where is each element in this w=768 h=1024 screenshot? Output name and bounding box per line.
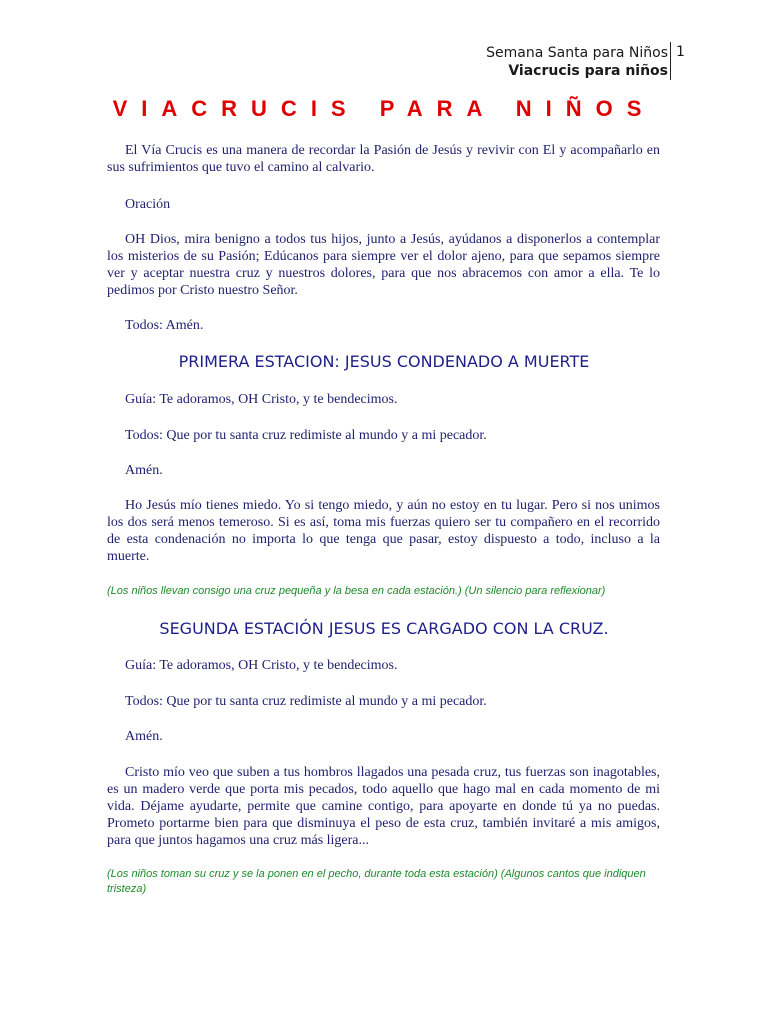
station1-todos: Todos: Que por tu santa cruz redimiste al mundo y a mi pecador.: [125, 428, 487, 443]
station1-guia: Guía: Te adoramos, OH Cristo, y te bendecimos.: [125, 392, 398, 407]
header-doc-subtitle: Viacrucis para niños: [508, 63, 668, 79]
station2-paragraph: Cristo mío veo que suben a tus hombros llagados una pesada cruz, tus fuerzas son inagotables, es un madero verde que porta mis pecados, todo aquello que hago mal en cada momento de mi vida. Déjame ayudarte, permite que camine contigo, para apoyarte en donde tú ya no puedas. Prometo portarme bien para que disminuya el peso de esta cruz, también invitaré a mis amigos, para que juntos hagamos una cruz más ligera...: [107, 765, 660, 848]
station2-note: (Los niños toman su cruz y se la ponen en el pecho, durante toda esta estación) (Algunos cantos que indiquen tristeza): [107, 868, 646, 895]
running-header: [486, 44, 668, 80]
station1-paragraph: Ho Jesús mío tienes miedo. Yo si tengo miedo, y aún no estoy en tu lugar. Pero si nos unimos los dos será menos temeroso. Si es así, toma mis fuerzas quiero ser tu compañero en el recorrido de esta condenación no importa lo que tenga que pasar, estoy dispuesto a todo, incluso a la muerte.: [107, 498, 660, 564]
station1-amen: Amén.: [125, 463, 163, 478]
header-divider: [670, 42, 671, 80]
oracion-label: Oración: [125, 197, 171, 212]
intro-paragraph: El Vía Crucis es una manera de recordar la Pasión de Jesús y revivir con El y acompañarlo en sus sufrimientos que tuvo el camino al calvario.: [107, 143, 660, 175]
header-doc-title: Semana Santa para Niños: [486, 45, 668, 61]
station2-amen: Amén.: [125, 729, 163, 744]
page-title: VIACRUCIS PARA NIÑOS: [112, 96, 656, 121]
station2-guia: Guía: Te adoramos, OH Cristo, y te bendecimos.: [125, 658, 398, 673]
station2-todos: Todos: Que por tu santa cruz redimiste al mundo y a mi pecador.: [125, 694, 487, 709]
station1-note: (Los niños llevan consigo una cruz pequeña y la besa en cada estación.) (Un silencio para reflexionar): [107, 585, 606, 597]
oracion-paragraph: OH Dios, mira benigno a todos tus hijos, junto a Jesús, ayúdanos a disponerlos a contemplar los misterios de su Pasión; Edúcanos para siempre ver el dolor ajeno, para que sepamos siempre ver y aceptar nuestra cruz y nuestros dolores, para que nos abracemos con amor a ella. Te lo pedimos por Cristo nuestro Señor.: [107, 232, 660, 298]
station2-heading: SEGUNDA ESTACIÓN JESUS ES CARGADO CON LA CRUZ.: [159, 619, 609, 638]
page-number: 1: [676, 44, 685, 60]
station1-heading: PRIMERA ESTACION: JESUS CONDENADO A MUERTE: [178, 352, 590, 371]
todos-amen: Todos: Amén.: [125, 318, 204, 333]
